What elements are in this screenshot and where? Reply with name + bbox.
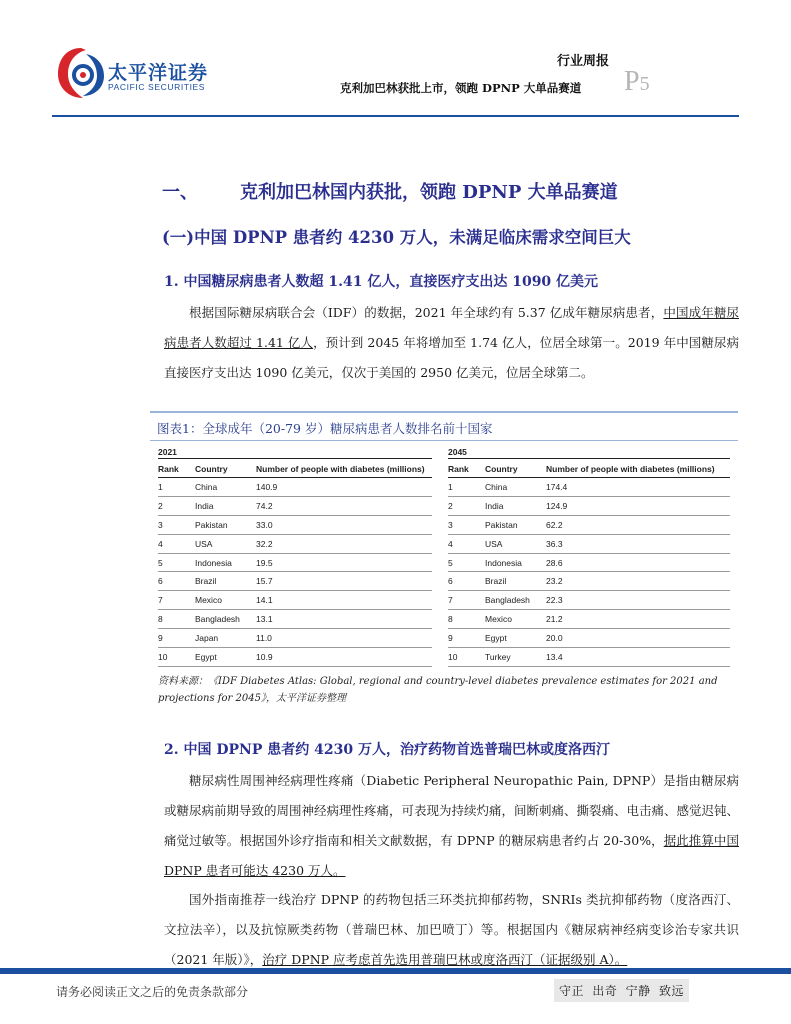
table-row [448,516,730,535]
cell-country: Mexico [195,595,222,606]
cell-rank: 5 [158,557,163,568]
company-name-en: PACIFIC SECURITIES [108,82,206,92]
para3-text-a: 国外指南推荐一线治疗 DPNP 的药物包括三环类抗抑郁药物，SNRIs 类抗抑郁药物（度洛西汀、文拉法辛），以及抗惊厥类药物（普瑞巴林、加巴喷丁）等。根据国内《糖尿病神经病变诊治专家共识（2021 年版）》， [164,892,739,967]
table-row [158,516,432,535]
table-row [448,497,730,516]
header-country: Country [485,464,518,474]
cell-rank: 6 [158,576,163,587]
table-row [448,478,730,497]
section-title: 克利加巴林国内获批，领跑 DPNP 大单品赛道 [240,182,618,203]
para1-underlined: 中国成年糖尿病患者人数超过 1.41 亿人 [164,305,739,350]
cell-number: 14.1 [256,595,273,606]
cell-rank: 9 [158,633,163,644]
table-header [448,458,730,478]
cell-rank: 7 [448,595,453,606]
table-year-label: 2021 [158,447,177,457]
header-number: Number of people with diabetes (millions) [256,464,425,474]
cell-country: USA [195,538,213,549]
table-row [158,629,432,648]
para1-text-c: ，预计到 2045 年将增加至 1.74 亿人，位居全球第一。2019 年中国糖尿病直接医疗支出达 1090 亿美元，仅次于美国的 2950 亿美元，位居全球第二。 [164,335,739,380]
cell-number: 21.2 [546,614,563,625]
cell-country: Brazil [485,576,507,587]
table-row [158,535,432,554]
table-row [448,572,730,591]
header-country: Country [195,464,228,474]
cell-rank: 6 [448,576,453,587]
table-year-label: 2045 [448,447,467,457]
table-row [158,610,432,629]
page-number [624,66,650,98]
cell-country: USA [485,538,503,549]
cell-country: Bangladesh [485,595,530,606]
table-2021 [158,446,432,667]
cell-number: 20.0 [546,633,563,644]
header-rank: Rank [448,464,469,474]
cell-rank: 9 [448,633,453,644]
figure-source: 资料来源：《IDF Diabetes Atlas: Global, regional and country-level diabetes prevalence estimates for 2021 and projections for 2045》，太平洋证券整理 [158,676,718,704]
cell-country: Brazil [195,576,217,587]
footer-disclaimer: 请务必阅读正文之后的免责条款部分 [56,985,249,999]
cell-number: 140.9 [256,482,278,492]
cell-rank: 1 [158,482,163,492]
cell-rank: 2 [448,500,453,511]
cell-number: 10.9 [256,652,273,663]
section-number: 一、 [162,182,198,203]
topic-heading-1: 1. 中国糖尿病患者人数超 1.41 亿人，直接医疗支出达 1090 亿美元 [164,274,599,290]
cell-number: 23.2 [546,576,563,587]
cell-number: 19.5 [256,557,273,568]
subsection-heading: (一)中国 DPNP 患者约 4230 万人，未满足临床需求空间巨大 [162,228,631,247]
section-heading-1 [162,178,618,204]
footer-motto: 守正 出奇 宁静 致远 [554,979,689,1002]
cell-number: 13.1 [256,614,273,625]
cell-country: Indonesia [195,557,232,568]
para1-text-a: 根据国际糖尿病联合会（IDF）的数据，2021 年全球约有 5.37 亿成年糖尿病患者， [189,305,664,320]
cell-country: Egypt [195,652,217,663]
cell-number: 174.4 [546,482,568,492]
cell-rank: 10 [158,652,168,663]
table-row [448,629,730,648]
cell-number: 74.2 [256,500,273,511]
table-row [158,591,432,610]
cell-number: 62.2 [546,519,563,530]
company-logo [56,44,106,100]
para3-underlined: 治疗 DPNP 应考虑首先选用普瑞巴林或度洛西汀（证据级别 A）。 [262,952,628,967]
figure-title: 图表1：全球成年（20-79 岁）糖尿病患者人数排名前十国家 [157,421,493,436]
cell-country: Bangladesh [195,614,240,625]
cell-country: India [485,500,504,511]
cell-number: 124.9 [546,500,568,511]
table-row [448,554,730,573]
cell-country: Pakistan [195,519,228,530]
table-row [158,497,432,516]
header-divider [52,115,739,117]
cell-rank: 2 [158,500,163,511]
paragraph-2 [164,766,739,886]
page-prefix: P [624,66,640,97]
table-row [448,535,730,554]
table-row [448,591,730,610]
cell-country: China [485,482,508,492]
cell-country: India [195,500,214,511]
cell-rank: 8 [448,614,453,625]
table-2045 [448,446,730,667]
cell-number: 36.3 [546,538,563,549]
cell-country: Turkey [485,652,511,663]
figure-top-rule [150,411,738,413]
cell-rank: 3 [158,519,163,530]
cell-number: 13.4 [546,652,563,663]
cell-country: Mexico [485,614,512,625]
table-row [158,554,432,573]
cell-number: 32.2 [256,538,273,549]
report-type: 行业周报 [556,54,609,69]
cell-country: Egypt [485,633,507,644]
cell-rank: 10 [448,652,458,663]
paragraph-1 [164,298,739,388]
cell-rank: 5 [448,557,453,568]
cell-rank: 1 [448,482,453,492]
cell-number: 15.7 [256,576,273,587]
cell-country: Pakistan [485,519,518,530]
topic-heading-2: 2. 中国 DPNP 患者约 4230 万人，治疗药物首选普瑞巴林或度洛西汀 [164,742,610,758]
cell-country: Japan [195,633,219,644]
figure-title-rule [150,440,738,441]
page-digit: 5 [639,73,650,95]
company-name-cn: 太平洋证券 [108,62,209,84]
para2-text-a: 糖尿病性周围神经病理性疼痛（Diabetic Peripheral Neuropathic Pain, DPNP）是指由糖尿病或糖尿病前期导致的周围神经病理性疼痛，可表现为持续灼痛，间断刺痛、撕裂痛、电击痛、感觉迟钝、痛觉过敏等。根据国外诊疗指南和相关文献数据，有 DPNP 的糖尿病患者约占 20-30%， [164,773,740,848]
header-number: Number of people with diabetes (millions) [546,464,715,474]
cell-rank: 4 [158,538,163,549]
table-row [448,610,730,629]
paragraph-3 [164,885,739,975]
table-header [158,458,432,478]
header-rank: Rank [158,464,179,474]
cell-rank: 7 [158,595,163,606]
table-row [158,648,432,667]
cell-rank: 8 [158,614,163,625]
footer-band [0,968,791,974]
cell-number: 22.3 [546,595,563,606]
cell-number: 11.0 [256,633,272,644]
table-row [448,648,730,667]
table-row [158,478,432,497]
cell-rank: 4 [448,538,453,549]
cell-country: China [195,482,218,492]
cell-number: 28.6 [546,557,563,568]
table-row [158,572,432,591]
cell-rank: 3 [448,519,453,530]
cell-country: Indonesia [485,557,522,568]
report-subtitle: 克利加巴林获批上市，领跑 DPNP 大单品赛道 [340,81,582,95]
cell-number: 33.0 [256,519,273,530]
para2-underlined: 据此推算中国 DPNP 患者可能达 4230 万人。 [164,833,739,878]
